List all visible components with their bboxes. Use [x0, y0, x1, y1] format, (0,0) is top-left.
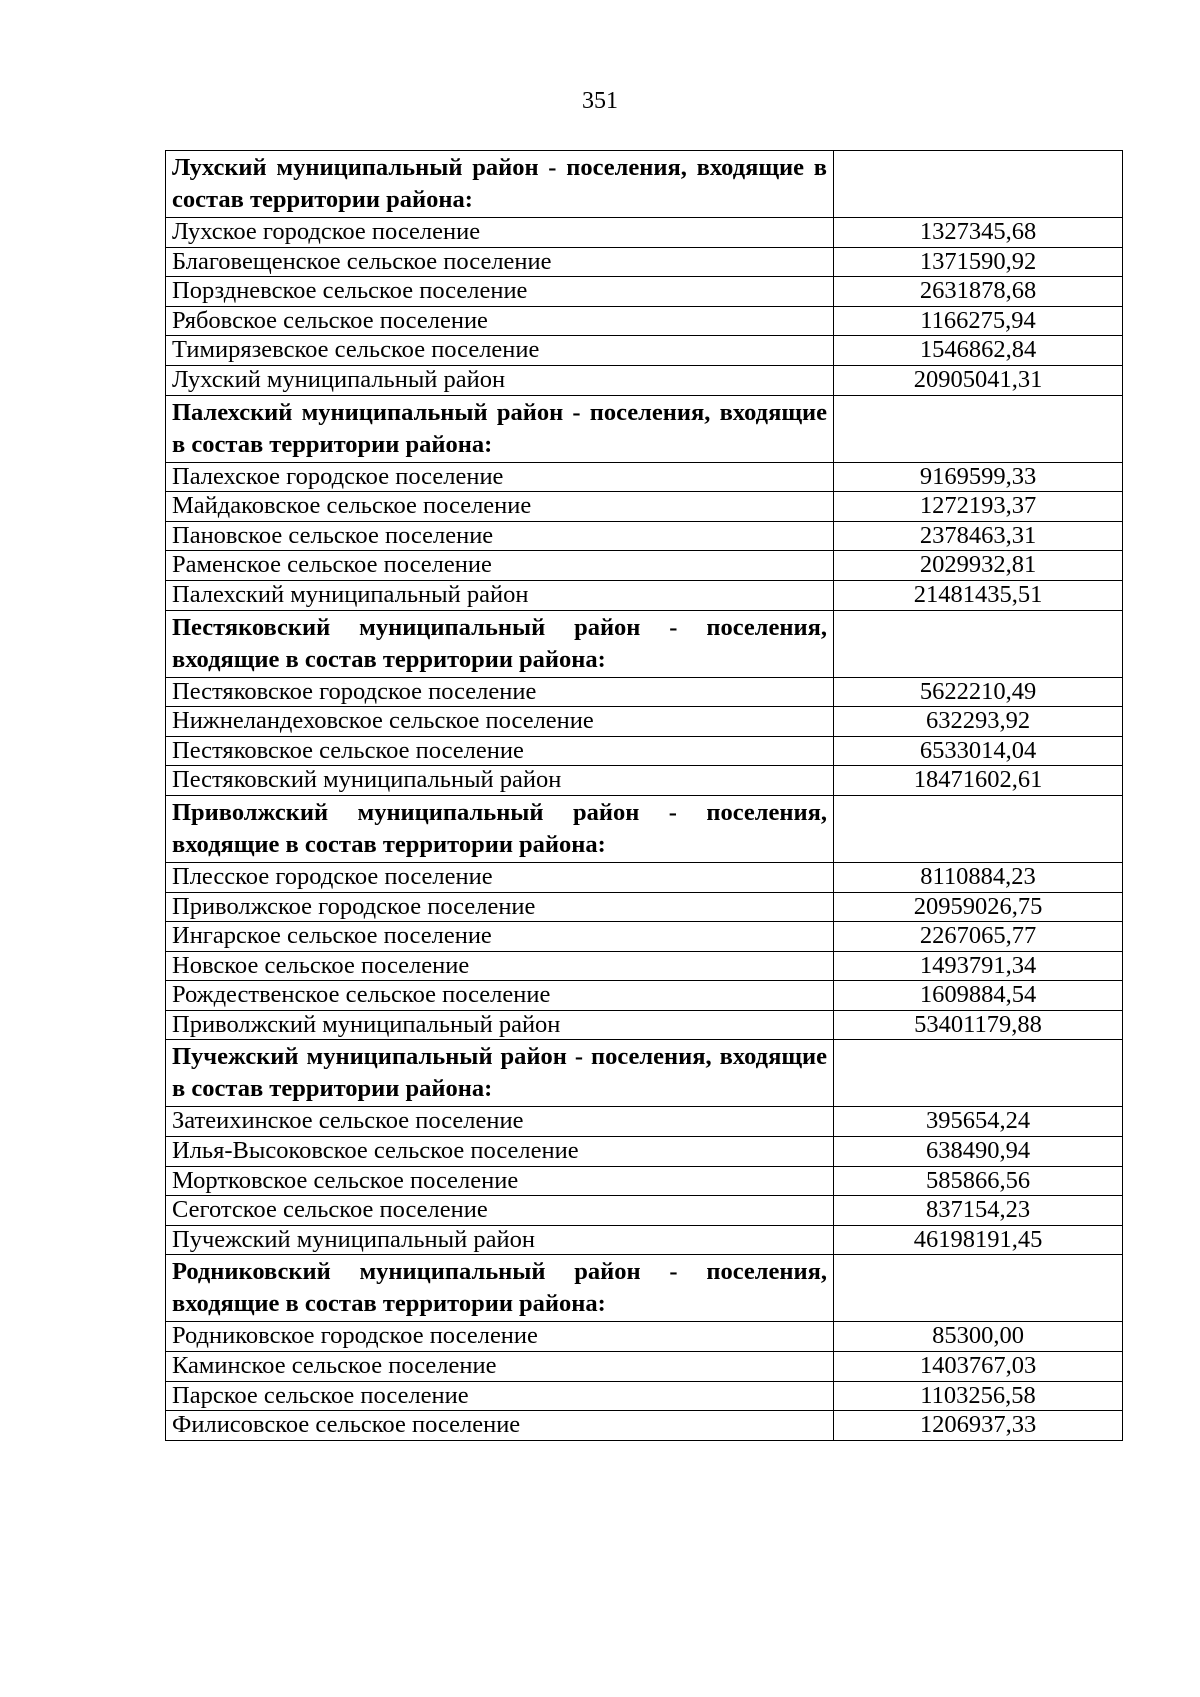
amount-cell: 20959026,75: [834, 892, 1123, 922]
table-row: [166, 892, 1123, 922]
amount-cell: 2267065,77: [834, 922, 1123, 952]
table-row: [166, 365, 1123, 395]
settlement-name-cell: Пучежский муниципальный район: [166, 1225, 834, 1255]
page-number: 351: [582, 88, 618, 114]
amount-cell: [834, 1040, 1123, 1107]
settlement-name-cell: Лухский муниципальный район: [166, 365, 834, 395]
amount-cell: 1546862,84: [834, 336, 1123, 366]
settlement-name-cell: Парское сельское поселение: [166, 1381, 834, 1411]
table-row: [166, 492, 1123, 522]
amount-cell: 1272193,37: [834, 492, 1123, 522]
amount-cell: 5622210,49: [834, 677, 1123, 707]
table-row: [166, 707, 1123, 737]
settlement-name-cell: Родниковское городское поселение: [166, 1322, 834, 1352]
table-row: [166, 306, 1123, 336]
amount-cell: 1206937,33: [834, 1411, 1123, 1441]
settlement-name-cell: Лухское городское поселение: [166, 218, 834, 248]
district-header-row: [166, 1040, 1123, 1107]
amount-cell: 2378463,31: [834, 521, 1123, 551]
amount-cell: 8110884,23: [834, 862, 1123, 892]
table-row: [166, 1352, 1123, 1382]
table-row: [166, 1411, 1123, 1441]
settlement-name-cell: Рябовское сельское поселение: [166, 306, 834, 336]
table-row: [166, 766, 1123, 796]
settlement-name-cell: Мортковское сельское поселение: [166, 1166, 834, 1196]
amount-cell: [834, 395, 1123, 462]
settlement-name-cell: Палехское городское поселение: [166, 462, 834, 492]
table-row: [166, 1381, 1123, 1411]
district-header-row: [166, 795, 1123, 862]
amount-cell: 585866,56: [834, 1166, 1123, 1196]
amount-cell: 1327345,68: [834, 218, 1123, 248]
district-header-row: [166, 151, 1123, 218]
table-row: [166, 862, 1123, 892]
table-row: [166, 218, 1123, 248]
settlement-name-cell: Порздневское сельское поселение: [166, 277, 834, 307]
amount-cell: 837154,23: [834, 1196, 1123, 1226]
table-row: [166, 1196, 1123, 1226]
table-row: [166, 1010, 1123, 1040]
table-row: [166, 247, 1123, 277]
settlement-name-cell: Ингарское сельское поселение: [166, 922, 834, 952]
amount-cell: 46198191,45: [834, 1225, 1123, 1255]
settlement-name-cell: Рождественское сельское поселение: [166, 981, 834, 1011]
table-row: [166, 677, 1123, 707]
district-header-row: [166, 1255, 1123, 1322]
district-header-cell: Пучежский муниципальный район - поселения, входящие в состав территории района:: [166, 1040, 834, 1107]
settlement-name-cell: Каминское сельское поселение: [166, 1352, 834, 1382]
table-row: [166, 1107, 1123, 1137]
amount-cell: 1166275,94: [834, 306, 1123, 336]
settlement-name-cell: Тимирязевское сельское поселение: [166, 336, 834, 366]
amount-cell: 20905041,31: [834, 365, 1123, 395]
settlement-name-cell: Раменское сельское поселение: [166, 551, 834, 581]
table-row: [166, 922, 1123, 952]
amount-cell: 1103256,58: [834, 1381, 1123, 1411]
district-header-cell: Пестяковский муниципальный район - поселения, входящие в состав территории района:: [166, 610, 834, 677]
amount-cell: 85300,00: [834, 1322, 1123, 1352]
amount-cell: 638490,94: [834, 1137, 1123, 1167]
settlement-name-cell: Нижнеландеховское сельское поселение: [166, 707, 834, 737]
table-row: [166, 551, 1123, 581]
table-row: [166, 580, 1123, 610]
settlement-name-cell: Пестяковское городское поселение: [166, 677, 834, 707]
amount-cell: 6533014,04: [834, 736, 1123, 766]
table-row: [166, 1225, 1123, 1255]
table-row: [166, 951, 1123, 981]
amount-cell: 18471602,61: [834, 766, 1123, 796]
settlement-name-cell: Палехский муниципальный район: [166, 580, 834, 610]
settlement-name-cell: Пестяковский муниципальный район: [166, 766, 834, 796]
amount-cell: [834, 151, 1123, 218]
settlement-name-cell: Пестяковское сельское поселение: [166, 736, 834, 766]
district-header-cell: Родниковский муниципальный район - поселения, входящие в состав территории района:: [166, 1255, 834, 1322]
amount-cell: 9169599,33: [834, 462, 1123, 492]
settlement-name-cell: Майдаковское сельское поселение: [166, 492, 834, 522]
settlement-name-cell: Пановское сельское поселение: [166, 521, 834, 551]
amount-cell: 395654,24: [834, 1107, 1123, 1137]
table-row: [166, 1322, 1123, 1352]
district-header-cell: Лухский муниципальный район - поселения, входящие в состав территории района:: [166, 151, 834, 218]
amount-cell: 1371590,92: [834, 247, 1123, 277]
amount-cell: [834, 610, 1123, 677]
district-header-row: [166, 395, 1123, 462]
amount-cell: 53401179,88: [834, 1010, 1123, 1040]
settlement-name-cell: Приволжское городское поселение: [166, 892, 834, 922]
settlement-name-cell: Сеготское сельское поселение: [166, 1196, 834, 1226]
table-row: [166, 521, 1123, 551]
settlement-name-cell: Филисовское сельское поселение: [166, 1411, 834, 1441]
district-header-cell: Приволжский муниципальный район - поселения, входящие в состав территории района:: [166, 795, 834, 862]
amount-cell: [834, 1255, 1123, 1322]
amount-cell: [834, 795, 1123, 862]
table-row: [166, 462, 1123, 492]
amount-cell: 2631878,68: [834, 277, 1123, 307]
amount-cell: 1493791,34: [834, 951, 1123, 981]
amount-cell: 1609884,54: [834, 981, 1123, 1011]
district-header-cell: Палехский муниципальный район - поселения, входящие в состав территории района:: [166, 395, 834, 462]
district-header-row: [166, 610, 1123, 677]
amount-cell: 632293,92: [834, 707, 1123, 737]
settlement-name-cell: Благовещенское сельское поселение: [166, 247, 834, 277]
settlement-name-cell: Затеихинское сельское поселение: [166, 1107, 834, 1137]
budget-table: [165, 150, 1123, 1441]
table-row: [166, 277, 1123, 307]
table-row: [166, 336, 1123, 366]
budget-table-body: [166, 151, 1123, 1441]
table-row: [166, 981, 1123, 1011]
settlement-name-cell: Плесское городское поселение: [166, 862, 834, 892]
table-row: [166, 1137, 1123, 1167]
amount-cell: 2029932,81: [834, 551, 1123, 581]
amount-cell: 21481435,51: [834, 580, 1123, 610]
settlement-name-cell: Новское сельское поселение: [166, 951, 834, 981]
table-row: [166, 736, 1123, 766]
table-row: [166, 1166, 1123, 1196]
settlement-name-cell: Илья-Высоковское сельское поселение: [166, 1137, 834, 1167]
settlement-name-cell: Приволжский муниципальный район: [166, 1010, 834, 1040]
amount-cell: 1403767,03: [834, 1352, 1123, 1382]
